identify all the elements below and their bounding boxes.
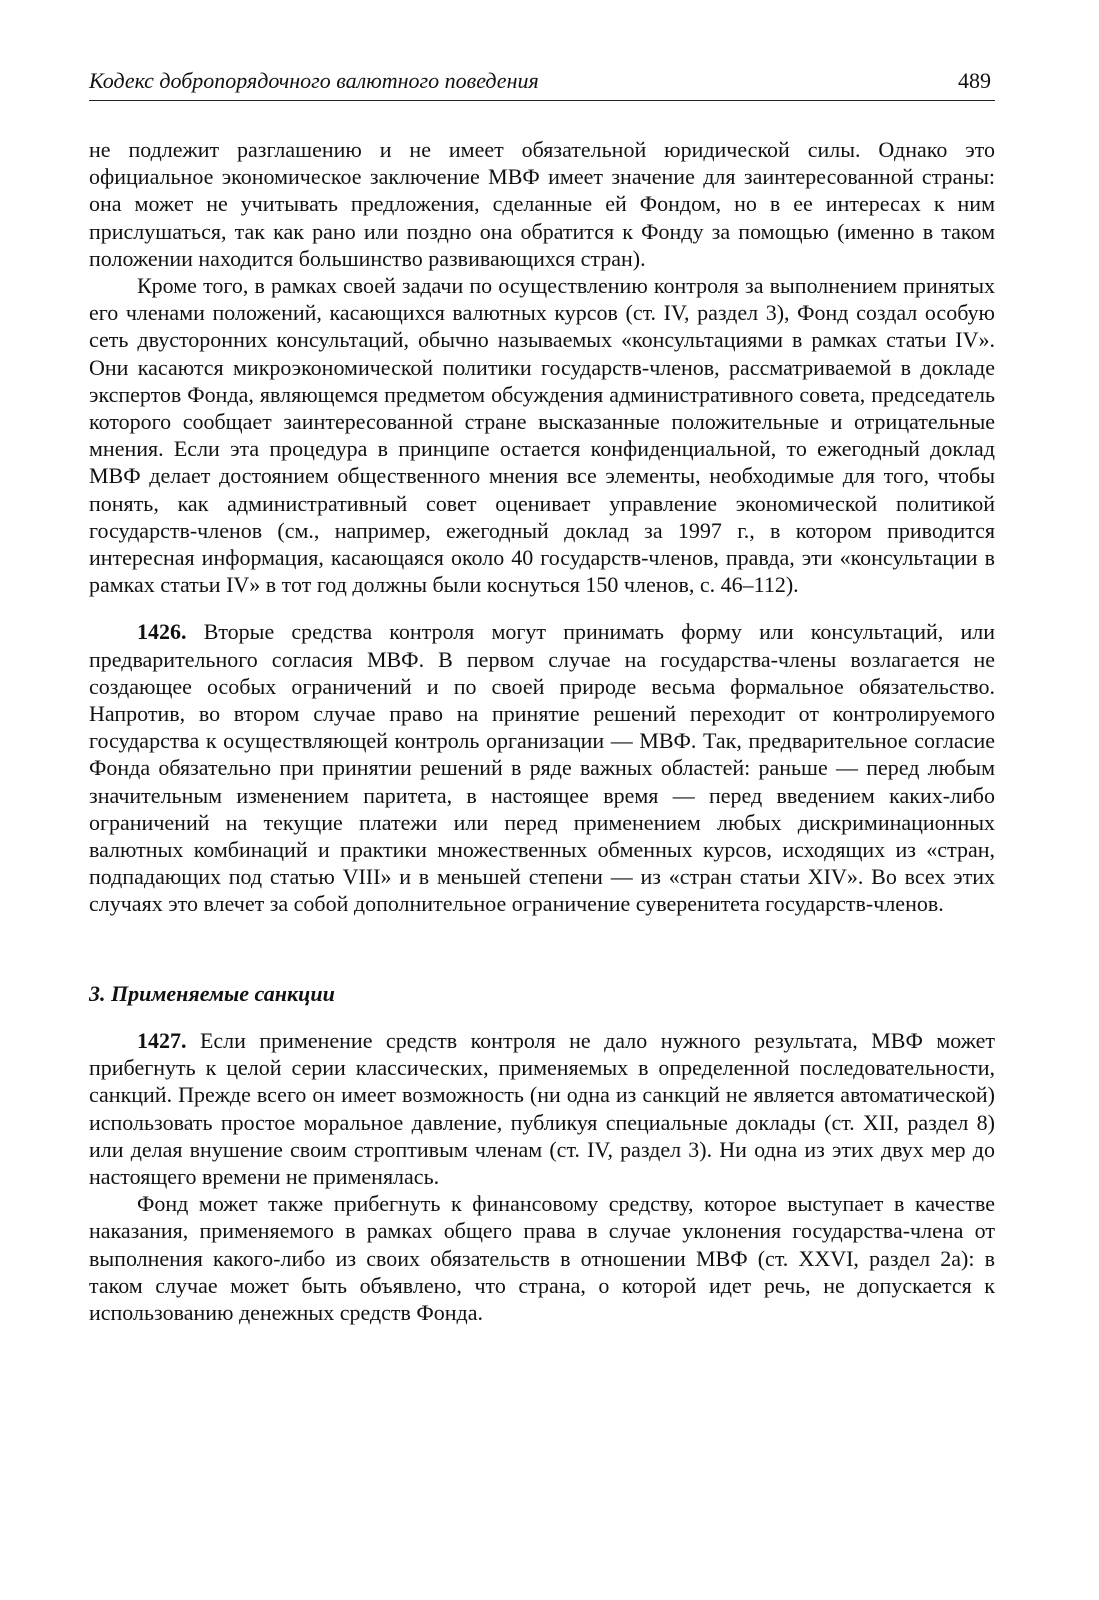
paragraph-number: 1427. <box>137 1027 187 1053</box>
page-body <box>89 136 995 1326</box>
section-heading: 3. Применяемые санкции <box>89 980 335 1006</box>
paragraph-continuation: не подлежит разглашению и не имеет обязательной юридической силы. Однако это официальное экономическое заключение МВФ имеет значение для заинтересованной страны: она может не учитывать предложения, сделанные ей Фондом, но в ее интересах к ним прислушаться, так как рано или поздно она обратится к Фонду за помощью (именно в таком положении находится большинство развивающихся стран). <box>89 137 995 271</box>
page-number: 489 <box>958 68 991 93</box>
paragraph-text: Если применение средств контроля не дало нужного результата, МВФ может прибегнуть к целой серии классических, применяемых в определенной последовательности, санкций. Прежде всего он имеет возможность (ни одна из санкций не является автоматической) использовать простое моральное давление, публикуя специальные доклады (ст. XII, раздел 8) или делая внушение своим строптивым членам (ст. IV, раздел 3). Ни одна из этих двух мер до настоящего времени не применялась. <box>89 1027 995 1189</box>
paragraph-text: Вторые средства контроля могут принимать форму или консультаций, или предварительного согласия МВФ. В первом случае на государства-члены возлагается не создающее особых ограничений и по своей природе весьма формальное обязательство. Напротив, во втором случае право на принятие решений переходит от контролируемого государства к осуществляющей контроль организации — МВФ. Так, предварительное согласие Фонда обязательно при принятии решений в ряде важных областей: раньше — перед любым значительным изменением паритета, в настоящее время — перед введением каких-либо ограничений на текущие платежи или перед применением любых дискриминационных валютных комбинаций и практики множественных обменных курсов, исходящих из «стран, подпадающих под статью VIII» и в меньшей степени — из «стран статьи XIV». Во всех этих случаях это влечет за собой дополнительное ограничение суверенитета государств-членов. <box>89 619 995 917</box>
paragraph-1427 <box>89 1027 995 1190</box>
paragraph-number: 1426. <box>137 619 187 645</box>
paragraph-financial-sanction: Фонд может также прибегнуть к финансовому средству, которое выступает в качестве наказания, применяемого в рамках общего права в случае уклонения государства-члена от выполнения какого-либо из своих обязательств в отношении МВФ (ст. XXVI, раздел 2а): в таком случае может быть объявлено, что страна, о которой идет речь, не допускается к использованию денежных средств Фонда. <box>89 1191 995 1325</box>
paragraph-1426 <box>89 618 995 917</box>
paragraph-consultations: Кроме того, в рамках своей задачи по осуществлению контроля за выполнением принятых его членами положений, касающихся валютных курсов (ст. IV, раздел 3), Фонд создал особую сеть двусторонних консультаций, обычно называемых «консультациями в рамках статьи IV». Они касаются микроэкономической политики государств-членов, рассматриваемой в докладе экспертов Фонда, являющемся предметом обсуждения административного совета, председатель которого сообщает заинтересованной стране высказанные положительные и отрицательные мнения. Если эта процедура в принципе остается конфиденциальной, то ежегодный доклад МВФ делает достоянием общественного мнения все элементы, необходимые для того, чтобы понять, как административный совет оценивает управление экономической политикой государств-членов (см., например, ежегодный доклад за 1997 г., в котором приводится интересная информация, касающаяся около 40 государств-членов, правда, эти «консультации в рамках статьи IV» в тот год должны были коснуться 150 членов, с. 46–112). <box>89 273 995 598</box>
running-title: Кодекс добропорядочного валютного поведения <box>89 68 539 93</box>
running-head <box>89 68 995 101</box>
